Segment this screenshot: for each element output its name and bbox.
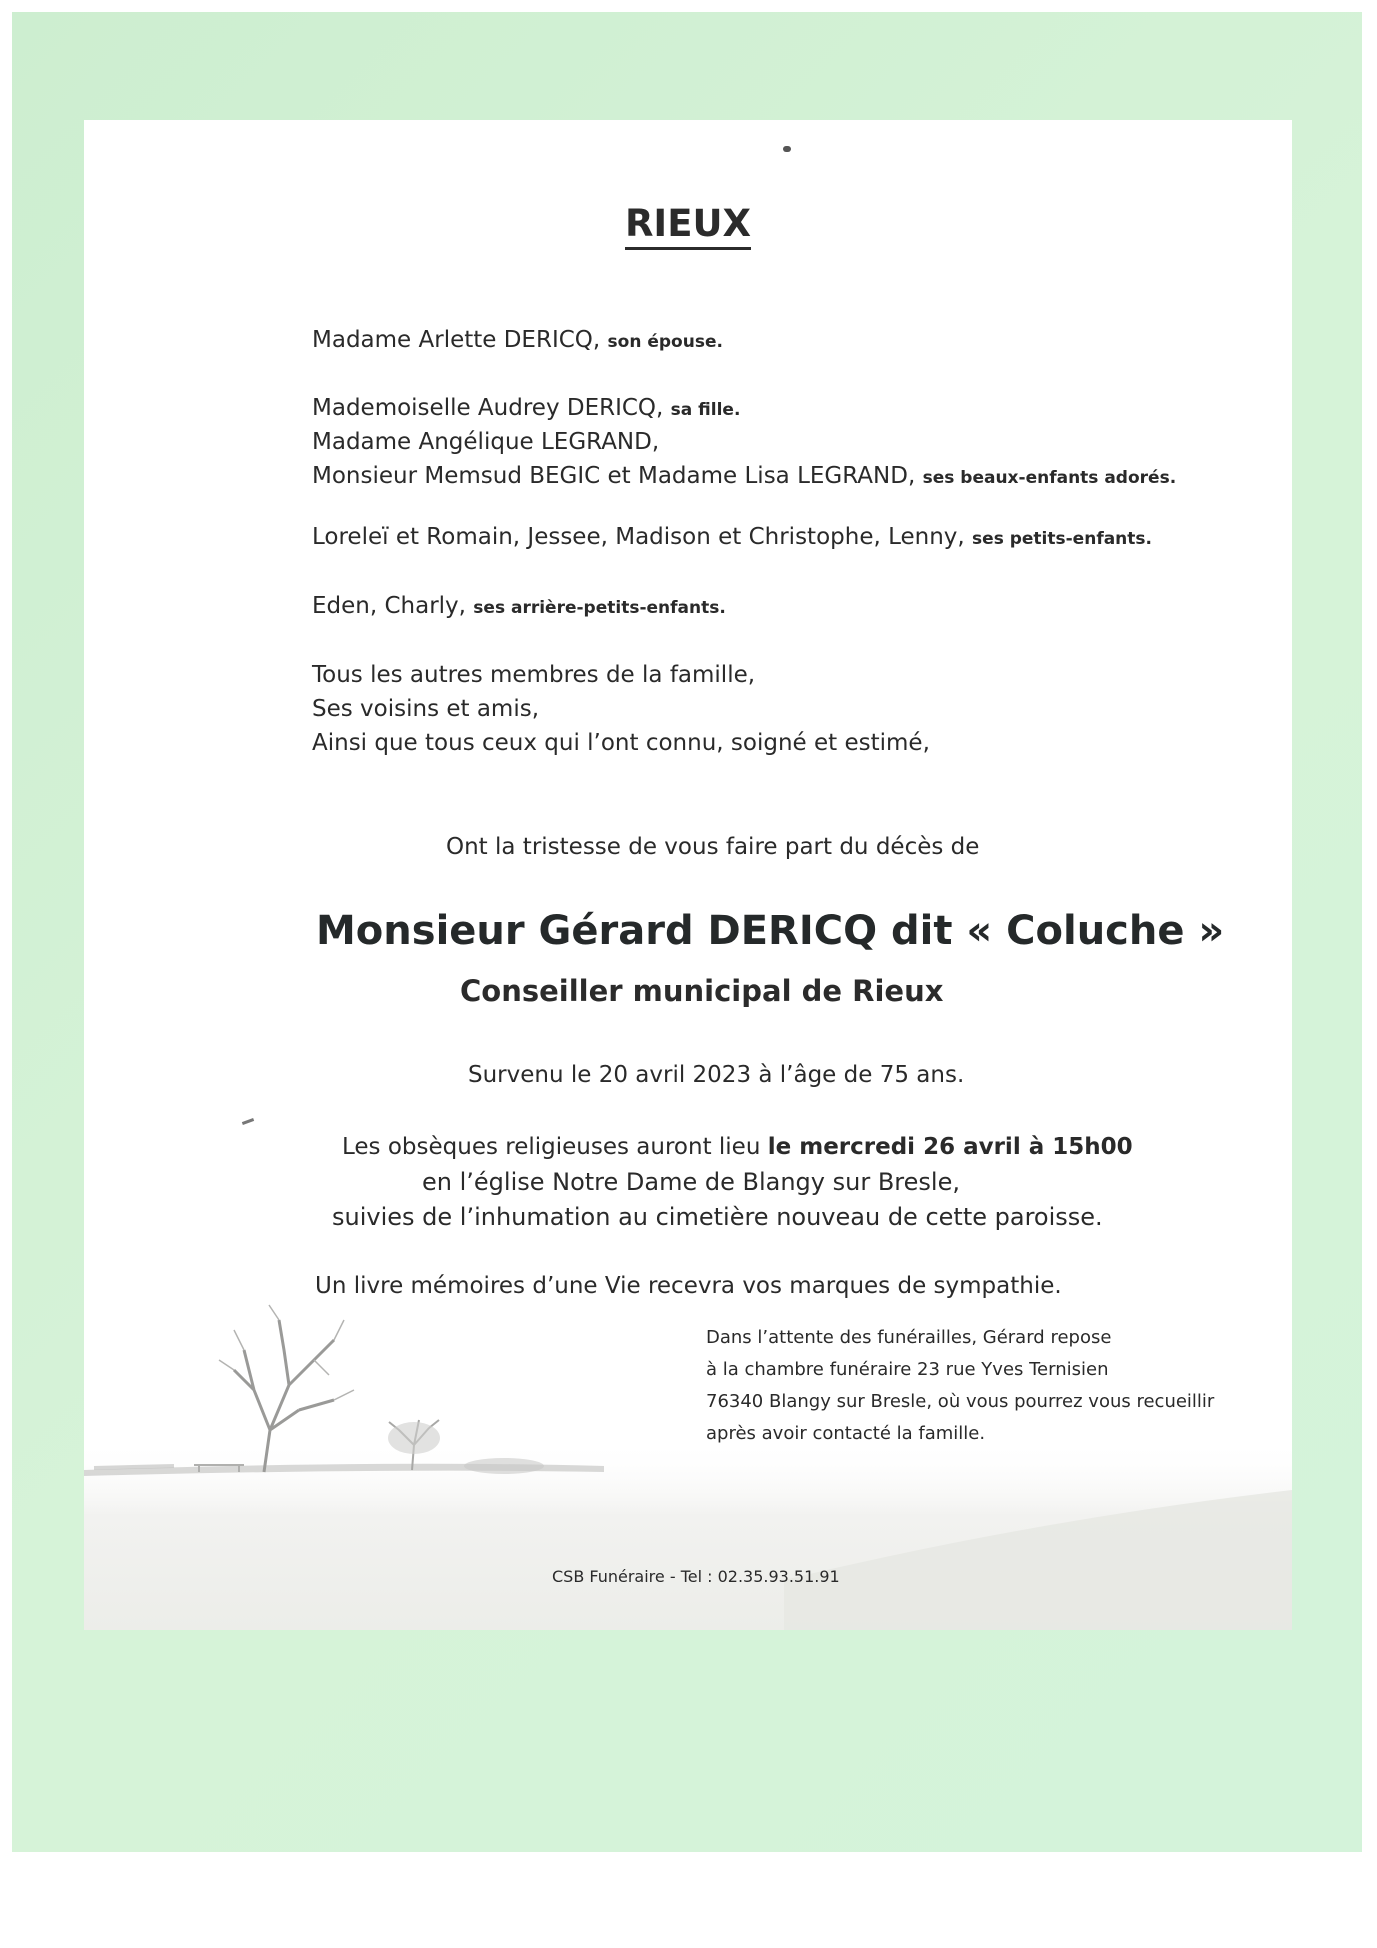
funeral-line-3: suivies de l’inhumation au cimetière nouveau de cette paroisse.: [332, 1203, 1103, 1231]
scan-speck: [242, 1118, 254, 1125]
announcement: Ont la tristesse de vous faire part du décès de: [446, 834, 980, 860]
rest-info-line: après avoir contacté la famille.: [706, 1423, 986, 1444]
deceased-role: Conseiller municipal de Rieux: [460, 974, 944, 1008]
family-line: Madame Arlette DERICQ, son épouse.: [312, 327, 723, 353]
death-notice-sheet: [84, 120, 1292, 1630]
family-line: Mademoiselle Audrey DERICQ, sa fille.: [312, 395, 741, 421]
funeral-home-footer: CSB Funéraire - Tel : 02.35.93.51.91: [552, 1567, 840, 1586]
family-line: Monsieur Memsud BEGIC et Madame Lisa LEGRAND, ses beaux-enfants adorés.: [312, 463, 1177, 489]
others-line: Tous les autres membres de la famille,: [312, 662, 756, 688]
rest-info-line: Dans l’attente des funérailles, Gérard repose: [706, 1327, 1112, 1348]
family-line: Eden, Charly, ses arrière-petits-enfants.: [312, 593, 726, 619]
others-line: Ses voisins et amis,: [312, 696, 540, 722]
scan-speck: [783, 146, 791, 152]
green-backing-board: [12, 12, 1362, 1852]
family-line: Madame Angélique LEGRAND,: [312, 429, 660, 455]
funeral-line-1: Les obsèques religieuses auront lieu le mercredi 26 avril à 15h00: [342, 1134, 1133, 1160]
funeral-line-2: en l’église Notre Dame de Blangy sur Bresle,: [422, 1168, 960, 1196]
others-line: Ainsi que tous ceux qui l’ont connu, soigné et estimé,: [312, 730, 930, 756]
notice-heading: RIEUX: [84, 202, 1292, 246]
deceased-name: Monsieur Gérard DERICQ dit « Coluche »: [316, 908, 1225, 954]
family-line: Loreleï et Romain, Jessee, Madison et Christophe, Lenny, ses petits-enfants.: [312, 524, 1152, 550]
rest-info-line: 76340 Blangy sur Bresle, où vous pourrez vous recueillir: [706, 1391, 1215, 1412]
death-info: Survenu le 20 avril 2023 à l’âge de 75 ans.: [468, 1062, 965, 1088]
rest-info-line: à la chambre funéraire 23 rue Yves Ternisien: [706, 1359, 1109, 1380]
memory-book-line: Un livre mémoires d’une Vie recevra vos marques de sympathie.: [315, 1273, 1062, 1299]
